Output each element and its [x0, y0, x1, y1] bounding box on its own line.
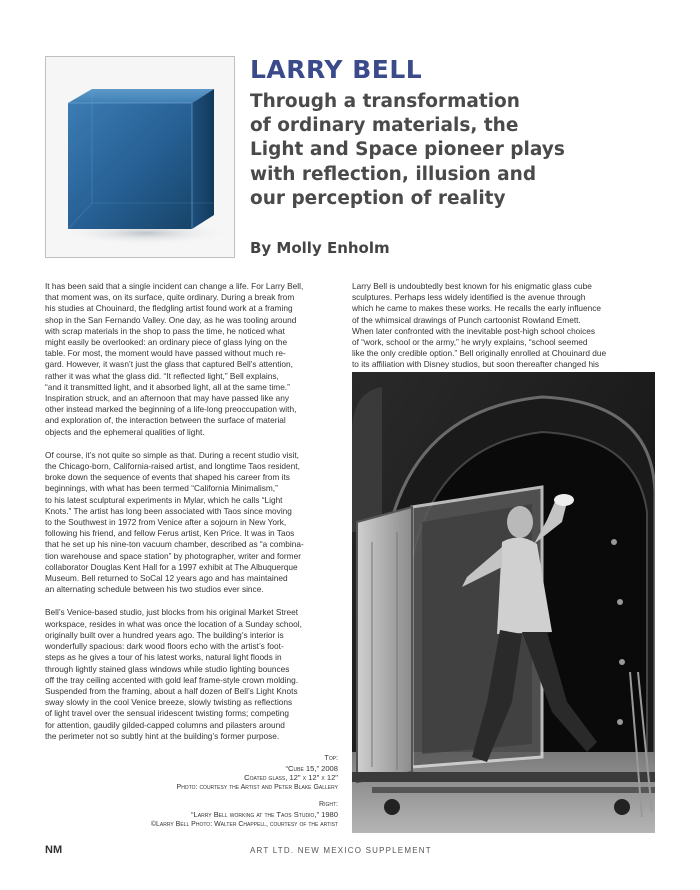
text-line: might easily be overlooked: an ordinary piece of glass lying on the: [45, 337, 288, 348]
caption-top: [38, 754, 338, 792]
deck-line: of ordinary materials, the: [250, 115, 519, 137]
text-line: Inspiration struck, and an afternoon that may have passed like any: [45, 393, 289, 404]
text-line: like the only credible option.” Bell originally enrolled at Chouinard due: [352, 348, 607, 359]
paragraph: [45, 607, 345, 741]
deck-line: with reflection, illusion and: [250, 163, 537, 185]
paragraph: [45, 450, 345, 596]
text-line: to its affiliation with Disney studios, but soon thereafter changed his: [352, 359, 600, 370]
text-line: rather it was what the glass did. “It reflected light,” Bell explains,: [45, 370, 279, 381]
article-deck: [250, 90, 650, 211]
text-line: to the Southwest in 1972 from Venice after a sojourn in New York,: [45, 517, 287, 528]
text-line: Bell’s Venice-based studio, just blocks from his original Market Street: [45, 607, 299, 618]
text-line: with scrap materials in the shop to pass the time, he noticed what: [45, 325, 285, 336]
photo-captions: [38, 754, 338, 837]
caption-right: [38, 800, 338, 829]
caption-medium: Coated glass, 12" x 12" x 12": [244, 773, 338, 783]
paragraph: [352, 281, 654, 382]
text-line: broke down the sequence of events that shaped his career from its: [45, 472, 290, 483]
text-line: tion warehouse and space station” by photographer, writer and former: [45, 550, 301, 561]
caption-credit: Photo: courtesy the Artist and Peter Blake Gallery: [176, 783, 338, 791]
text-line: for attention, gaudily gilded-capped columns and pilasters around: [45, 719, 285, 730]
text-line: It has been said that a single incident can change a life. For Larry Bell,: [45, 281, 304, 291]
text-line: originally built over a hundred years ago. The building’s interior is: [45, 629, 284, 640]
text-line: through lightly stained glass windows while studio lighting bounces: [45, 663, 290, 674]
page-folio: NM: [45, 844, 63, 856]
text-line: the Chicago-born, California-raised artist, and longtime Taos resident,: [45, 461, 300, 472]
cube-sculpture-image: [45, 56, 235, 258]
left-column: [45, 281, 345, 754]
text-line: sculptures. Perhaps less widely identified is the avenue through: [352, 292, 586, 303]
text-line: his studies at Chouinard, the fledgling artist found work at a framing: [45, 303, 293, 314]
caption-label: Right:: [319, 801, 338, 809]
paragraph: [45, 281, 345, 438]
text-line: off the tray ceiling accented with gold leaf frame-style crown molding.: [45, 674, 299, 685]
text-line: table. For most, the moment would have passed without much re-: [45, 348, 286, 359]
text-line: other instead marked the beginning of a life-long preoccupation with,: [45, 404, 297, 415]
vacuum-chamber-photo-icon: [352, 372, 655, 833]
text-line: steps as he gives a tour of his latest works, natural light floods in: [45, 652, 282, 663]
text-line: that he set up his nine-ton vacuum chamber, described as “a combina-: [45, 539, 304, 550]
text-line: and exploration of, the interaction between the surface of material: [45, 415, 286, 426]
artist-studio-photo: [352, 372, 655, 833]
text-line: gard. However, it wasn’t just the glass that captured Bell’s attention,: [45, 359, 293, 370]
running-footer: ART LTD. NEW MEXICO SUPPLEMENT: [250, 846, 432, 855]
deck-line: our perception of reality: [250, 187, 506, 209]
text-line: collaborator Douglas Kent Hall for a 1997 exhibit at The Albuquerque: [45, 561, 298, 572]
text-line: of “work, school or the army,” he wryly explains, “school seemed: [352, 337, 588, 348]
text-line: When later confronted with the inevitable post-high school choices: [352, 325, 596, 336]
text-line: sway slowly in the cool Venice breeze, slowly twisting as reflections: [45, 697, 293, 708]
caption-credit: ©Larry Bell Photo: Walter Chappell, courtesy of the artist: [150, 820, 338, 828]
text-line: shop in the San Fernando Valley. One day, as he was tooling around: [45, 314, 297, 325]
text-line: objects and the ephemeral qualities of light.: [45, 426, 205, 437]
text-line: of light travel over the sensual iridescent twisting forms; competing: [45, 708, 289, 719]
deck-line: Through a transformation: [250, 91, 520, 112]
text-line: an alternating schedule between his two studios ever since.: [45, 584, 264, 595]
text-line: “and it transmitted light, and it absorbed light, all at the same time.”: [45, 381, 290, 392]
text-line: the perimeter not so subtly hint at the building’s former purpose.: [45, 730, 280, 741]
text-line: which he came to makes these works. He recalls the early influence: [352, 303, 602, 314]
text-line: beginnings, with what has been termed “California Minimalism,”: [45, 483, 278, 494]
caption-title: “Cube 15,” 2008: [285, 763, 338, 773]
byline: By Molly Enholm: [250, 239, 390, 257]
text-line: that moment was, on its surface, quite ordinary. During a break from: [45, 292, 295, 303]
artist-name-title: LARRY BELL: [250, 55, 423, 84]
deck-line: Light and Space pioneer plays: [250, 139, 565, 161]
blue-glass-cube-icon: [46, 57, 234, 257]
text-line: Of course, it’s not quite so simple as that. During a recent studio visit,: [45, 449, 299, 460]
text-line: of the whimsical drawings of Punch cartoonist Rowland Emett.: [352, 314, 581, 325]
text-line: following his friend, and fellow Ferus artist, Ken Price. It was in Taos: [45, 528, 295, 539]
text-line: Knots.” The artist has long been associated with Taos since moving: [45, 505, 292, 516]
text-line: Museum. Bell returned to SoCal 12 years ago and has maintained: [45, 573, 288, 584]
caption-title: “Larry Bell working at the Taos Studio,” 1980: [191, 809, 338, 819]
text-line: wonderfully spacious: dark wood floors echo with the artist’s foot-: [45, 641, 284, 652]
text-line: workspace, resides in what was once the location of a Sunday school,: [45, 618, 302, 629]
text-line: to his latest sculptural experiments in Mylar, which he calls “Light: [45, 494, 283, 505]
text-line: Larry Bell is undoubtedly best known for his enigmatic glass cube: [352, 281, 592, 291]
caption-label: Top:: [324, 755, 338, 762]
text-line: Suspended from the framing, about a half dozen of Bell’s Light Knots: [45, 685, 298, 696]
